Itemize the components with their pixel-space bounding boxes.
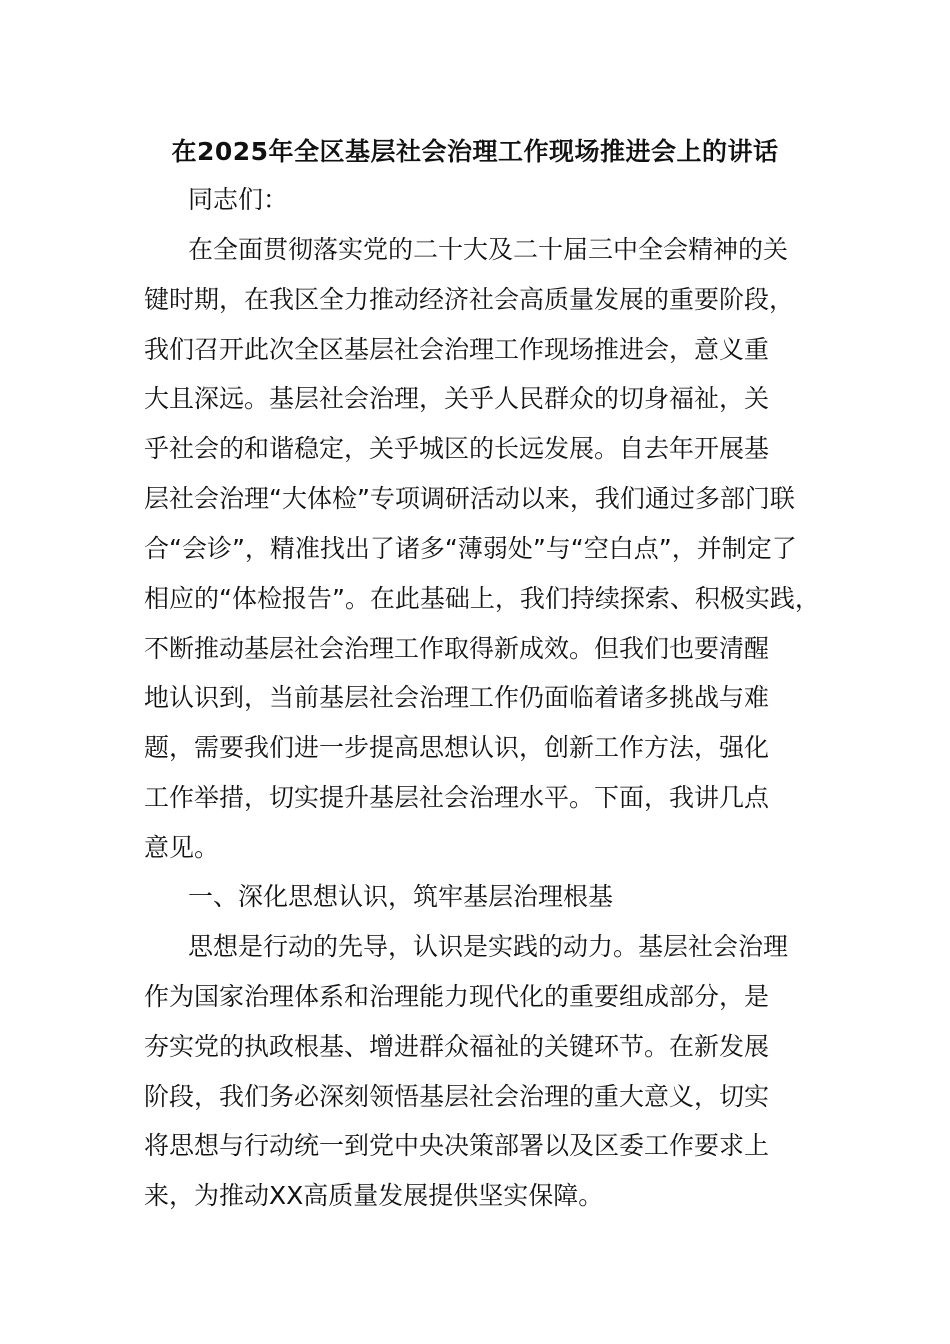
paragraph-line: 在全面贯彻落实党的二十大及二十届三中全会精神的关: [188, 235, 789, 264]
paragraph-line: 工作举措，切实提升基层社会治理水平。下面，我讲几点: [144, 783, 770, 812]
paragraph-line: 地认识到，当前基层社会治理工作仍面临着诸多挑战与难: [144, 683, 770, 712]
paragraph-line: 我们召开此次全区基层社会治理工作现场推进会，意义重: [144, 335, 770, 364]
paragraph-line: 题，需要我们进一步提高思想认识，创新工作方法，强化: [144, 733, 770, 762]
paragraph-line: 意见。: [144, 833, 220, 862]
paragraph-line: 合“会诊”，精准找出了诸多“薄弱处”与“空白点”，并制定了: [144, 534, 797, 563]
paragraph-line: 夯实党的执政根基、增进群众福祉的关键环节。在新发展: [144, 1032, 770, 1061]
paragraph-line: 层社会治理“大体检”专项调研活动以来，我们通过多部门联: [144, 484, 795, 513]
document-title: 在2025年全区基层社会治理工作现场推进会上的讲话: [171, 137, 779, 166]
greeting: 同志们：: [188, 185, 289, 214]
section-heading: 一、深化思想认识，筑牢基层治理根基: [188, 882, 614, 911]
paragraph-line: 作为国家治理体系和治理能力现代化的重要组成部分，是: [144, 982, 770, 1011]
paragraph-line: 将思想与行动统一到党中央决策部署以及区委工作要求上: [144, 1131, 770, 1160]
paragraph-line: 不断推动基层社会治理工作取得新成效。但我们也要清醒: [144, 634, 770, 663]
paragraph-line: 阶段，我们务必深刻领悟基层社会治理的重大意义，切实: [144, 1082, 770, 1111]
paragraph-line: 来，为推动XX高质量发展提供坚实保障。: [144, 1181, 604, 1210]
paragraph-line: 相应的“体检报告”。在此基础上，我们持续探索、积极实践，: [144, 584, 820, 613]
paragraph-line: 思想是行动的先导，认识是实践的动力。基层社会治理: [188, 932, 789, 961]
paragraph-line: 键时期，在我区全力推动经济社会高质量发展的重要阶段，: [144, 285, 795, 314]
paragraph-line: 大且深远。基层社会治理，关乎人民群众的切身福祉，关: [144, 384, 770, 413]
paragraph-line: 乎社会的和谐稳定，关乎城区的长远发展。自去年开展基: [144, 434, 770, 463]
